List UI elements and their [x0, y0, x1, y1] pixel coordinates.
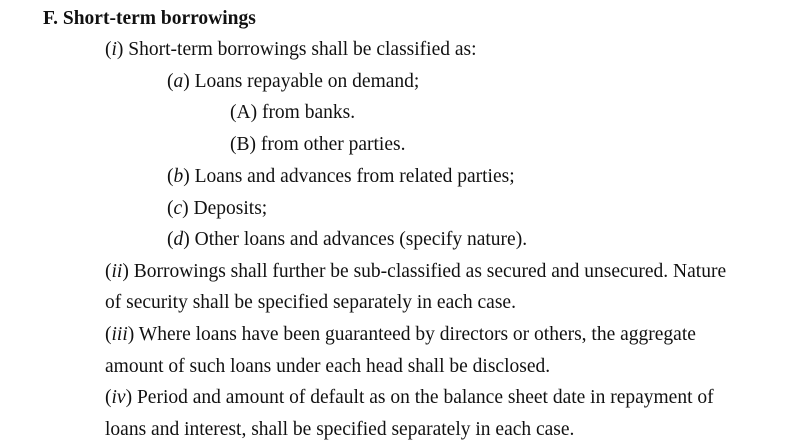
- item-i-c-marker: c: [173, 198, 183, 219]
- item-iv-line2: loans and interest, shall be specified separately in each case.: [105, 419, 575, 440]
- item-ii-line2: of security shall be specified separately in each case.: [105, 292, 516, 313]
- item-i-a-marker: a: [173, 71, 184, 92]
- item-i-b: (b) Loans and advances from related parties;: [167, 166, 515, 187]
- item-i-a: (a) Loans repayable on demand;: [167, 71, 420, 92]
- item-iv: (iv) Period and amount of default as on the balance sheet date in repayment of: [105, 387, 714, 408]
- item-i-a-A: (A) from banks.: [230, 102, 356, 123]
- item-i-a-text: Loans repayable on demand;: [189, 71, 420, 92]
- item-i-c-text: Deposits;: [188, 198, 268, 219]
- item-i-text: Short-term borrowings shall be classified as:: [123, 39, 477, 60]
- item-i-b-marker: b: [173, 166, 184, 187]
- item-iv-line1: Period and amount of default as on the balance sheet date in repayment of: [132, 387, 714, 408]
- item-i-marker: i: [111, 39, 117, 60]
- item-i-a-B: (B) from other parties.: [230, 134, 406, 155]
- item-iv-marker: iv: [111, 387, 126, 408]
- item-i-b-text: Loans and advances from related parties;: [189, 166, 515, 187]
- item-iii: (iii) Where loans have been guaranteed by directors or others, the aggregate: [105, 324, 696, 345]
- item-ii: (ii) Borrowings shall further be sub-classified as secured and unsecured. Nature: [105, 261, 727, 282]
- item-iii-line1: Where loans have been guaranteed by directors or others, the aggregate: [134, 324, 696, 345]
- item-i-c: (c) Deposits;: [167, 198, 268, 219]
- item-ii-marker: ii: [111, 261, 123, 282]
- item-iii-line2: amount of such loans under each head shall be disclosed.: [105, 356, 551, 377]
- item-ii-line1: Borrowings shall further be sub-classified as secured and unsecured. Nature: [128, 261, 727, 282]
- item-i-d-marker: d: [173, 229, 184, 250]
- section-heading: F. Short-term borrowings: [43, 8, 256, 29]
- item-iii-marker: iii: [111, 324, 128, 345]
- item-i-d-text: Other loans and advances (specify nature).: [189, 229, 528, 250]
- item-i-d: (d) Other loans and advances (specify nature).: [167, 229, 528, 250]
- item-i: (i) Short-term borrowings shall be classified as:: [105, 39, 477, 60]
